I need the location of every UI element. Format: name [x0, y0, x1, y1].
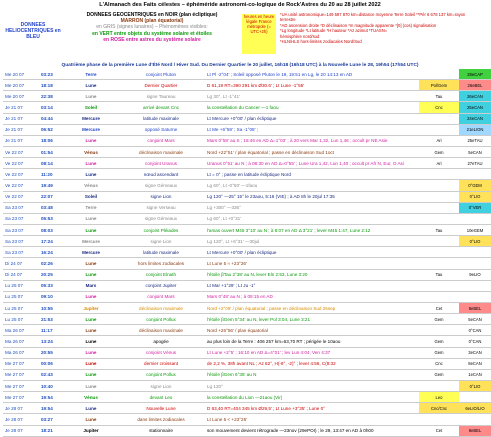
event-row — [3, 247, 491, 258]
event-sign: 0°CAN — [459, 325, 491, 336]
event-constellation — [419, 113, 459, 124]
legend-abbrev-line1: *UA unité astronomique=149 597 870 km=distance moyenne Terre Soleil **Pér 6 678 137 km=rayon terrestre — [280, 12, 466, 23]
event-time: 11:17 — [39, 325, 65, 336]
event-description: Lt Me +6°59' ; Sa -1°08' ; — [205, 124, 419, 135]
event-sign: 0°CAN — [459, 336, 491, 347]
legend-abbrev-line4: hémisphère nord/sud — [280, 33, 320, 39]
event-date: Sa 23 07 — [3, 202, 39, 213]
event-time: 22:07 — [39, 191, 65, 202]
event-body: Mars — [65, 280, 117, 291]
event-time: 10:40 — [39, 380, 65, 391]
event-body: Lune — [65, 169, 117, 180]
event-sign: 3eCAN — [459, 347, 491, 358]
event-time: 02:26 — [39, 258, 65, 269]
event-action: dans limites zodiacales — [117, 414, 205, 425]
legend-abbrev-line3: *Lg longitude *Lt latitude *H hauteur *Az azimut *TUASN= — [280, 28, 388, 34]
event-date: Me 20 07 — [3, 91, 39, 102]
event-time: 05:33 — [39, 280, 65, 291]
event-description: au plus loin de la Terre : 406 257 km=63,70 RT ; périgée le 10aou — [205, 336, 419, 347]
event-time: 03:27 — [39, 414, 65, 425]
event-time: 18:21 — [39, 425, 65, 436]
event-action: opposé Saturne — [117, 124, 205, 135]
event-description: de 2,2 %, 38h avant NL ; Az 62°, H(-9°, -2)° ; lever 4:56, C(8:32 — [205, 358, 419, 369]
legend-time-box: heures en heure légale France métropole (= UTC+2h) — [242, 14, 276, 54]
event-sign — [459, 169, 491, 180]
event-description: Lt Lune 5 ≈ +23°26' — [205, 258, 419, 269]
event-date: Me 20 07 — [3, 80, 39, 91]
event-sign: 8eBEL — [459, 302, 491, 313]
event-sign: 26eCAN — [459, 91, 491, 102]
event-row — [3, 158, 491, 169]
event-action: dernier croissant — [117, 358, 205, 369]
event-action: devant Leo — [117, 392, 205, 403]
event-constellation: Leo — [419, 392, 459, 403]
event-row — [3, 69, 491, 80]
event-body: Lune — [65, 135, 117, 146]
event-constellation — [419, 236, 459, 247]
event-time: 18:18 — [39, 80, 65, 91]
event-row — [3, 280, 491, 291]
event-action: stationnaire — [117, 425, 205, 436]
event-row — [3, 146, 491, 157]
event-sign: 1eCAN — [459, 369, 491, 380]
event-action: conjoint Mars — [117, 135, 205, 146]
event-sign: 25eCAN — [459, 102, 491, 113]
event-constellation — [419, 258, 459, 269]
event-constellation — [419, 202, 459, 213]
event-sign: 8eCAN — [459, 358, 491, 369]
event-description: Lg 120°, Lt +6°31' —30jul — [205, 236, 419, 247]
event-sign — [459, 291, 491, 302]
event-sign: 0°LIO — [459, 380, 491, 391]
event-sign: 5eCAN — [459, 314, 491, 325]
event-constellation: Ari — [419, 135, 459, 146]
event-time: 16:24 — [39, 247, 65, 258]
event-row — [3, 91, 491, 102]
event-action: apogée — [117, 336, 205, 347]
event-date: Ma 26 07 — [3, 347, 39, 358]
event-description: Lt = 0° ; passe en latitude écliptique Nord — [205, 169, 419, 180]
event-body: Lune — [65, 80, 117, 91]
event-time: 10:55 — [39, 302, 65, 313]
event-constellation: Cnc — [419, 358, 459, 369]
event-row — [3, 336, 491, 347]
event-body: Terre — [65, 202, 117, 213]
event-row — [3, 369, 491, 380]
event-sign: 0°GEM — [459, 180, 491, 191]
event-body: Vénus — [65, 146, 117, 157]
event-row — [3, 392, 491, 403]
event-description: D 61,19 RT=390 291 km Ø30.6' ; Lt Lune -1°55' — [205, 80, 419, 91]
event-sign: 6eLIO/LIO — [459, 403, 491, 414]
legend-abbrev — [280, 12, 476, 44]
event-date: Ve 22 07 — [3, 158, 39, 169]
event-action: conjoint Uranus — [117, 158, 205, 169]
event-date: Je 28 07 — [3, 414, 39, 425]
event-date: Me 27 07 — [3, 380, 39, 391]
event-body: Lune — [65, 347, 117, 358]
event-row — [3, 291, 491, 302]
event-body: Lune — [65, 380, 117, 391]
event-action: signe Lion — [117, 236, 205, 247]
event-constellation: Gem — [419, 347, 459, 358]
event-constellation: Tau — [419, 91, 459, 102]
event-time: 05:53 — [39, 213, 65, 224]
legend-geo-line5: en ROSE entre astres du système solaire — [103, 36, 201, 43]
event-description: Lt Mercure +0°00' / plan écliptique — [205, 247, 419, 258]
event-date: Di 24 07 — [3, 269, 39, 280]
event-row — [3, 202, 491, 213]
event-description: l'étoile βTau 2°38' au N, lever Eln 2:53, Lune 3:20 — [205, 269, 419, 280]
event-row — [3, 224, 491, 235]
event-constellation: Gem — [419, 369, 459, 380]
event-body: Mercure — [65, 247, 117, 258]
event-action: conjoint Jupiter — [117, 280, 205, 291]
event-description: l'amas ouvert M45 3°10' au N ; à 8:07 en AD Δ 3°21' ; lever M45 1:47, Lune 2:12 — [205, 224, 419, 235]
event-date: Me 27 07 — [3, 369, 39, 380]
event-constellation — [419, 291, 459, 302]
event-action: conjoint Mars — [117, 291, 205, 302]
event-time: 08:03 — [39, 224, 65, 235]
event-action: conjoint Pollux — [117, 314, 205, 325]
event-date: Lu 25 07 — [3, 302, 39, 313]
event-row — [3, 213, 491, 224]
page-title: L'Almanach des Faits célestes – éphéméride astronomi-co-logique de Rock'Astres du 20 au 28 juillet 2022 — [99, 2, 381, 8]
event-description: Lt Mercure +0°00' / plan écliptique — [205, 113, 419, 124]
event-body: Jupiter — [65, 302, 117, 313]
event-row — [3, 180, 491, 191]
event-sign — [459, 392, 491, 403]
event-sign: 0°LIO — [459, 191, 491, 202]
event-constellation — [419, 380, 459, 391]
event-description: Nord +26°56' / plan équatorial — [205, 325, 419, 336]
event-constellation — [419, 69, 459, 80]
event-description: Lg 60°, Lt +0°31' — [205, 213, 419, 224]
event-sign: 8eBEL — [459, 425, 491, 436]
event-time: 00:06 — [39, 358, 65, 369]
event-description: Lt Lune 5 < +23°26' — [205, 414, 419, 425]
event-row — [3, 124, 491, 135]
legend-geo-line1: DONNEES GEOCENTRIQUES en NOIR (plan écliptique) — [86, 12, 218, 18]
event-date: Sa 23 07 — [3, 247, 39, 258]
event-body: Soleil — [65, 191, 117, 202]
event-sign: 0°LIO — [459, 236, 491, 247]
event-constellation: Tau — [419, 224, 459, 235]
event-description: Lt Pl -2°04' ; Soleil opposé Pluton le 19, 19:51 en Lg, le 20 14:13 en AD — [205, 69, 419, 80]
event-action: conjoint Pollux — [117, 369, 205, 380]
legend-geo-line4: en VERT entre objets du système solaire et étoiles — [92, 30, 212, 37]
legend — [4, 12, 476, 60]
event-action: déclinaison maximale — [117, 325, 205, 336]
event-row — [3, 425, 491, 436]
event-body: Lune — [65, 291, 117, 302]
event-constellation — [419, 191, 459, 202]
event-time: 20:25 — [39, 269, 65, 280]
event-description: l'étoile βGem 6°35' au N — [205, 369, 419, 380]
event-action: nœud ascendant — [117, 169, 205, 180]
event-constellation — [419, 247, 459, 258]
event-body: Lune — [65, 158, 117, 169]
event-body: Lune — [65, 258, 117, 269]
event-sign: 27eTAU — [459, 158, 491, 169]
event-sign — [459, 414, 491, 425]
event-sign: 5eCAN — [459, 146, 491, 157]
event-date: Je 21 07 — [3, 124, 39, 135]
event-sign: 25eTAU — [459, 135, 491, 146]
event-sign: 10eGEM — [459, 224, 491, 235]
event-time: 09:10 — [39, 291, 65, 302]
event-time: 13:24 — [39, 336, 65, 347]
event-row — [3, 314, 491, 325]
event-sign: 26eBEL — [459, 80, 491, 91]
event-action: signe Lion — [117, 191, 205, 202]
event-action: déclinaison maximale — [117, 302, 205, 313]
event-time: 04:44 — [39, 113, 65, 124]
event-time: 19:49 — [39, 180, 65, 191]
event-time: 21:53 — [39, 314, 65, 325]
event-action: signe Verseau — [117, 202, 205, 213]
event-body: Jupiter — [65, 425, 117, 436]
event-date: Ve 22 07 — [3, 180, 39, 191]
event-action: conjoint Vénus — [117, 347, 205, 358]
event-action: latitude maximale — [117, 247, 205, 258]
event-action: conjoint Pléiades — [117, 224, 205, 235]
event-time: 06:52 — [39, 124, 65, 135]
event-description: Lg +300° —336° — [205, 202, 419, 213]
event-date: Lu 25 07 — [3, 314, 39, 325]
event-description: Mars 0°58' au S ; 18:46 en AD Δ=1°03' ; à 20 vers Mar 1,32, Lun 1,46 ; occult pr NE Asie — [205, 135, 419, 146]
event-description: Mars 0°48' au N ; à 09:15 en AD — [205, 291, 419, 302]
event-body: Mercure — [65, 113, 117, 124]
event-body: Lune — [65, 314, 117, 325]
event-description: Nord +2°09' / plan équatorial ; passe en déclinaison Sud 25sep — [205, 302, 419, 313]
event-action: conjoint Pluton — [117, 69, 205, 80]
event-sign — [459, 247, 491, 258]
event-date: Ve 22 07 — [3, 146, 39, 157]
event-body: Lune — [65, 325, 117, 336]
event-sign: 0°VER — [459, 202, 491, 213]
event-description: son mouvement devient rétrograde —23nov (29ePOI) ; le 29, 13:47 en AD à 0h00 — [205, 425, 419, 436]
event-description: Lg 120° — [205, 380, 419, 391]
event-sign: 21eLION — [459, 124, 491, 135]
event-time: 03:48 — [39, 202, 65, 213]
event-time: 17:24 — [39, 236, 65, 247]
event-action: Nouvelle Lune — [117, 403, 205, 414]
event-description: Lg 60°, Lt -0°50' —1faou — [205, 180, 419, 191]
event-constellation: Gem — [419, 146, 459, 157]
event-action: déclinaison maximale — [117, 146, 205, 157]
event-action: signe Gémeaux — [117, 180, 205, 191]
event-action: arrivé devant Cnc — [117, 102, 205, 113]
event-row — [3, 80, 491, 91]
event-sign: 28eCAP — [459, 69, 491, 80]
event-body: Lune — [65, 224, 117, 235]
event-row — [3, 380, 491, 391]
event-date: Me 27 07 — [3, 358, 39, 369]
event-constellation: Tau — [419, 269, 459, 280]
event-action: signe Gémeaux — [117, 213, 205, 224]
event-time: 08:14 — [39, 158, 65, 169]
event-body: Lune — [65, 269, 117, 280]
event-row — [3, 258, 491, 269]
legend-geocentric — [66, 12, 238, 43]
event-row — [3, 113, 491, 124]
event-body: Lune — [65, 336, 117, 347]
event-constellation — [419, 169, 459, 180]
event-row — [3, 403, 491, 414]
event-constellation: Gem — [419, 314, 459, 325]
event-date: Je 28 07 — [3, 403, 39, 414]
event-time: 18:06 — [39, 135, 65, 146]
event-row — [3, 269, 491, 280]
event-row — [3, 135, 491, 146]
event-date: Di 24 07 — [3, 258, 39, 269]
moon-phase-banner: Quatrième phase de la première Lune d'Été Nord / Hiver Sud. Du Dernier Quartier le 20 juillet, 16h18 (16h18 UTC) à la Nouvelle Lune le 28, 19h54 (17h54 UTC) — [61, 63, 419, 68]
event-constellation: Cnc/Cnc — [419, 403, 459, 414]
event-date: Je 21 07 — [3, 113, 39, 124]
event-constellation: Gem — [419, 336, 459, 347]
event-constellation: Pol/Gem — [419, 80, 459, 91]
event-date: Ve 22 07 — [3, 191, 39, 202]
event-sign — [459, 213, 491, 224]
event-description: D 63,40 RT=404 345 km Ø29,5' ; Lt Lune +3°35' ; Lune 0° — [205, 403, 419, 414]
event-body: Lune — [65, 213, 117, 224]
event-body: Soleil — [65, 102, 117, 113]
event-description: Uranus 0°51' au N ; à 08:30 en AD Δ=0°55' ; Lune Ura 1,42, Lun 1,40 ; occult pr Afr N, Eur, O Asi — [205, 158, 419, 169]
event-action: conjoint Elnath — [117, 269, 205, 280]
event-date: Sa 23 07 — [3, 213, 39, 224]
event-description: Nord +22°51' / plan équatorial ; passe en déclinaison Sud 1oct — [205, 146, 419, 157]
event-constellation: Cet — [419, 425, 459, 436]
event-date: Me 27 07 — [3, 392, 39, 403]
event-time: 22:38 — [39, 91, 65, 102]
event-row — [3, 302, 491, 313]
event-sign: 9eLIO — [459, 269, 491, 280]
event-constellation — [419, 280, 459, 291]
legend-abbrev-line5: *HLN/HLS hors-limites zodiacales Nord/Sud — [280, 39, 362, 45]
event-time: 19:54 — [39, 392, 65, 403]
events-table-body — [3, 69, 491, 436]
event-description: l'étoile βGem 5°34' au N, lever Pol 3:04, Lune 3:21 — [205, 314, 419, 325]
event-date: Ve 22 07 — [3, 169, 39, 180]
event-body: Mercure — [65, 236, 117, 247]
event-sign: 24eCAN — [459, 113, 491, 124]
event-body: Vénus — [65, 392, 117, 403]
event-action: latitude maximale — [117, 113, 205, 124]
event-constellation — [419, 325, 459, 336]
event-description: Lt Lune +2°5' ; 16:10 en AD Δ=4°01' ; lev Lun 4:04, Ven 4:37 — [205, 347, 419, 358]
event-row — [3, 102, 491, 113]
event-description: Lg 30°, Lt -1°41' — [205, 91, 419, 102]
event-time: 20:55 — [39, 347, 65, 358]
event-date: Sa 23 07 — [3, 236, 39, 247]
event-description: Lg 120° —25° 15° le 23aou, 5:16 (VIE) ; à AD 8h le 20jul 17:35 — [205, 191, 419, 202]
event-date: Lu 25 07 — [3, 291, 39, 302]
event-body: Lune — [65, 369, 117, 380]
event-date: Me 20 07 — [3, 69, 39, 80]
legend-geo-line2: MARRON (plan équatorial) — [120, 18, 184, 25]
event-date: Ma 26 07 — [3, 325, 39, 336]
event-constellation — [419, 180, 459, 191]
event-row — [3, 358, 491, 369]
event-constellation: Cet — [419, 302, 459, 313]
event-body: Terre — [65, 69, 117, 80]
event-description: la constellation du Cancer —1 faou — [205, 102, 419, 113]
event-body: Lune — [65, 414, 117, 425]
event-body: Lune — [65, 403, 117, 414]
event-body: Mercure — [65, 124, 117, 135]
event-body: Vénus — [65, 180, 117, 191]
event-row — [3, 236, 491, 247]
event-row — [3, 347, 491, 358]
event-action: signe Taureau — [117, 91, 205, 102]
event-action: signe Lion — [117, 380, 205, 391]
event-constellation — [419, 213, 459, 224]
event-description: Lt Mar +1°29' ; Lt Ju -1° — [205, 280, 419, 291]
event-time: 11:20 — [39, 169, 65, 180]
event-body: Lune — [65, 358, 117, 369]
event-time: 03:23 — [39, 69, 65, 80]
event-body: Lune — [65, 91, 117, 102]
event-sign — [459, 280, 491, 291]
event-row — [3, 414, 491, 425]
event-date: Je 21 07 — [3, 102, 39, 113]
event-sign — [459, 258, 491, 269]
event-date: Ma 26 07 — [3, 336, 39, 347]
event-description: la constellation du Lion —21aou (Vir) — [205, 392, 419, 403]
event-action: hors limites zodiacales — [117, 258, 205, 269]
event-constellation — [419, 124, 459, 135]
event-constellation: Ari — [419, 158, 459, 169]
event-action: Dernier Quartier — [117, 80, 205, 91]
event-time: 03:14 — [39, 102, 65, 113]
event-constellation: Cnc — [419, 102, 459, 113]
event-row — [3, 325, 491, 336]
event-date: Je 28 07 — [3, 425, 39, 436]
event-time: 01:54 — [39, 146, 65, 157]
event-row — [3, 169, 491, 180]
event-time: 02:43 — [39, 369, 65, 380]
event-date: Je 21 07 — [3, 135, 39, 146]
event-row — [3, 191, 491, 202]
event-constellation — [419, 414, 459, 425]
event-time: 19:54 — [39, 403, 65, 414]
legend-abbrev-line2: *AD ascension droite *D déclinaison *m magnitude apparente *[0] (cos) signalisation — [280, 22, 437, 28]
legend-geo-line3: en GRIS (signes lunaires) – Phénomènes visibles: — [96, 24, 208, 31]
events-table — [3, 69, 491, 437]
legend-heliocentric: DONNEES HELIOCENTRIQUES en BLEU — [5, 22, 61, 40]
event-date: Lu 25 07 — [3, 280, 39, 291]
event-date: Sa 23 07 — [3, 224, 39, 235]
